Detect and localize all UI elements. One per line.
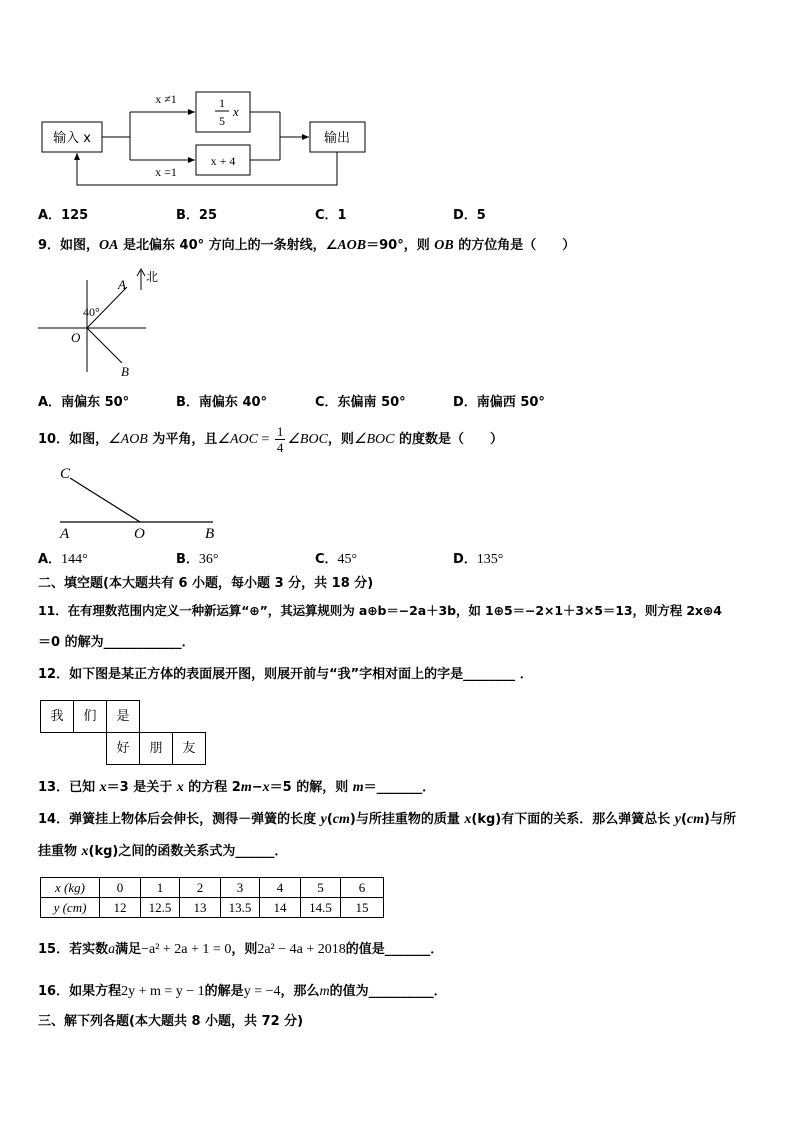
q10-option-d — [453, 551, 503, 569]
math-term: OB — [434, 238, 454, 253]
stem-text: 15．若实数 — [38, 942, 109, 957]
stem-text: 的度数是（ ） — [394, 432, 504, 447]
option-text: 25 — [198, 208, 218, 223]
point-b-label: B — [205, 526, 215, 542]
fraction-numerator: 1 — [219, 96, 225, 110]
math-term: x — [262, 780, 270, 795]
q14-stem-line-2 — [38, 843, 287, 861]
table-cell: 1 — [141, 878, 180, 898]
net-cell: 朋 — [139, 732, 173, 765]
point-o-label: O — [134, 526, 145, 542]
stem-text: 9．如图， — [38, 238, 100, 253]
q10-stem — [38, 423, 503, 457]
angle-label: 40° — [83, 305, 100, 319]
option-label: B． — [176, 552, 199, 567]
point-b-label: B — [121, 364, 129, 379]
stem-text: 为平角，且 — [147, 432, 218, 447]
table-cell: 5 — [301, 878, 341, 898]
input-label: 输入 x — [53, 131, 91, 146]
q9-option-d — [453, 394, 545, 412]
math-term: ∠BOC — [287, 432, 328, 447]
option-text: 135° — [476, 552, 504, 567]
q10-angle-figure — [50, 462, 225, 542]
math-term: cm — [332, 812, 350, 827]
table-cell: 4 — [260, 878, 301, 898]
option-text: 144° — [61, 552, 88, 567]
point-a-label: A — [60, 526, 70, 542]
q11-stem-line-2: ＝0 的解为____________． — [38, 635, 195, 650]
option-label: B． — [176, 395, 199, 410]
math-term: = — [257, 432, 273, 447]
math-term: x — [176, 780, 184, 795]
stem-text: ＝90°，则 — [366, 238, 435, 253]
table-cell: 12 — [100, 898, 141, 918]
math-term: m — [352, 780, 364, 795]
net-cell: 是 — [106, 700, 140, 733]
q9-option-b — [176, 394, 267, 412]
point-a-label: A — [118, 277, 126, 292]
stem-text: 的方程 2 — [183, 780, 241, 795]
option-label: A． — [38, 395, 62, 410]
table-cell: 13 — [180, 898, 221, 918]
q8-option-a — [38, 207, 88, 225]
point-o-label: O — [71, 330, 81, 345]
table-header-y: y (cm) — [41, 898, 100, 918]
math-formula: 2a² − 4a + 2018 — [257, 942, 346, 957]
table-cell: 3 — [221, 878, 260, 898]
option-label: D． — [453, 552, 477, 567]
table-cell: 0 — [100, 878, 141, 898]
q9-option-c — [315, 394, 406, 412]
stem-text: ＝5 的解，则 — [269, 780, 353, 795]
ray-ob — [87, 328, 122, 363]
q16-stem — [38, 983, 447, 1001]
stem-text: 的值为__________． — [329, 984, 447, 999]
math-term: ∠AOC — [217, 432, 258, 447]
ray-oc — [70, 478, 140, 522]
q10-option-b — [176, 551, 219, 569]
math-term: y — [320, 812, 327, 827]
stem-text: ＝_______． — [363, 780, 436, 795]
net-cell: 好 — [106, 732, 140, 765]
option-text: 36° — [198, 552, 219, 567]
math-term: ∠AOB — [108, 432, 148, 447]
table-cell: 12.5 — [141, 898, 180, 918]
option-text: 南偏西 50° — [476, 395, 545, 410]
q15-stem — [38, 941, 443, 959]
option-text: 5 — [476, 208, 486, 223]
q9-stem — [38, 237, 575, 255]
fraction — [275, 424, 286, 455]
bottom-box-label: x + 4 — [210, 154, 236, 168]
option-label: C． — [315, 208, 338, 223]
math-term: m — [240, 780, 252, 795]
math-term: AOB — [337, 238, 367, 253]
table-row — [41, 878, 384, 898]
option-label: A． — [38, 552, 62, 567]
fraction-variable: x — [233, 104, 239, 119]
option-label: C． — [315, 552, 338, 567]
table-cell: 2 — [180, 878, 221, 898]
stem-text: ，则 — [231, 942, 258, 957]
net-cell: 们 — [73, 700, 107, 733]
north-label: 北 — [146, 270, 159, 284]
stem-text: ( — [680, 812, 687, 827]
q9-compass-figure — [30, 262, 170, 380]
net-cell: 我 — [40, 700, 74, 733]
math-term: m — [319, 984, 330, 999]
q10-option-c — [315, 551, 357, 569]
option-label: C． — [315, 395, 338, 410]
q12-stem: 12．如下图是某正方体的表面展开图，则展开前与“我”字相对面上的字是________ ． — [38, 667, 533, 682]
fraction-numerator: 1 — [276, 424, 284, 439]
stem-text: )与所 — [704, 812, 736, 827]
section-3-heading: 三、解下列各题(本大题共 8 小题，共 72 分) — [38, 1014, 304, 1029]
q8-option-d — [453, 207, 486, 225]
stem-text: ＝3 是关于 — [106, 780, 177, 795]
table-header-x: x (kg) — [41, 878, 100, 898]
point-c-label: C — [60, 466, 71, 482]
stem-text: 的值是_______． — [345, 942, 444, 957]
stem-text: ，则 — [327, 432, 354, 447]
math-formula: 2y + m = y − 1 — [121, 984, 205, 999]
stem-text: 13．已知 — [38, 780, 100, 795]
option-text: 125 — [61, 208, 89, 223]
option-label: D． — [453, 395, 477, 410]
q11-stem-line-1: 11．在有理数范围内定义一种新运算“⊕”，其运算规则为 a⊕b＝−2a＋3b，如 1⊕5＝−2×1＋3×5＝13，则方程 2x⊕4 — [38, 603, 722, 618]
math-term: ∠BOC — [353, 432, 395, 447]
math-formula: y = −4 — [243, 984, 281, 999]
net-cell: 友 — [172, 732, 206, 765]
table-cell: 13.5 — [221, 898, 260, 918]
table-cell: 14.5 — [301, 898, 341, 918]
option-text: 南偏东 40° — [198, 395, 268, 410]
stem-text: 挂重物 — [38, 844, 82, 859]
math-term: x — [99, 780, 107, 795]
stem-text: 10．如图， — [38, 432, 109, 447]
stem-text: − — [251, 780, 263, 795]
bottom-condition-label: x =1 — [155, 165, 177, 179]
stem-text: ，那么 — [280, 984, 320, 999]
q9-option-a — [38, 394, 129, 412]
top-condition-label: x ≠1 — [155, 92, 177, 106]
stem-text: (kg)有下面的关系．那么弹簧总长 — [471, 812, 675, 827]
math-formula: −a² + 2a + 1 = 0 — [141, 942, 232, 957]
stem-text: 的方位角是（ ） — [453, 238, 576, 253]
q14-data-table — [40, 877, 384, 918]
stem-text: 14．弹簧挂上物体后会伸长，测得－弹簧的长度 — [38, 812, 321, 827]
q10-option-a — [38, 551, 88, 569]
q8-option-c — [315, 207, 347, 225]
table-cell: 6 — [341, 878, 384, 898]
option-text: 45° — [337, 552, 358, 567]
stem-text: 的解是 — [204, 984, 244, 999]
option-label: A． — [38, 208, 62, 223]
stem-text: )与所挂重物的质量 — [349, 812, 465, 827]
math-term: cm — [686, 812, 705, 827]
math-term: OA — [99, 238, 119, 253]
table-cell: 14 — [260, 898, 301, 918]
option-text: 1 — [337, 208, 347, 223]
math-term: a — [108, 942, 116, 957]
math-term: x — [464, 812, 472, 827]
option-label: B． — [176, 208, 199, 223]
math-term: x — [81, 844, 89, 859]
option-label: D． — [453, 208, 477, 223]
stem-text: (kg)之间的函数关系式为______． — [88, 844, 288, 859]
stem-text: 是北偏东 40° 方向上的一条射线，∠ — [118, 238, 338, 253]
table-cell: 15 — [341, 898, 384, 918]
stem-text: 16．如果方程 — [38, 984, 122, 999]
flow-loop-arrow — [77, 152, 337, 185]
fraction-denominator: 5 — [219, 114, 225, 128]
option-text: 东偏南 50° — [337, 395, 406, 410]
option-text: 南偏东 50° — [61, 395, 130, 410]
q14-stem-line-1 — [38, 811, 736, 829]
section-2-heading: 二、填空题(本大题共有 6 小题，每小题 3 分，共 18 分) — [38, 576, 374, 591]
q13-stem — [38, 779, 435, 797]
q8-flowchart — [0, 80, 400, 195]
stem-text: ( — [326, 812, 333, 827]
q8-option-b — [176, 207, 217, 225]
fraction-denominator: 4 — [276, 440, 284, 455]
math-term: y — [674, 812, 681, 827]
stem-text: 满足 — [115, 942, 142, 957]
output-label: 输出 — [323, 131, 351, 146]
table-row — [41, 898, 384, 918]
